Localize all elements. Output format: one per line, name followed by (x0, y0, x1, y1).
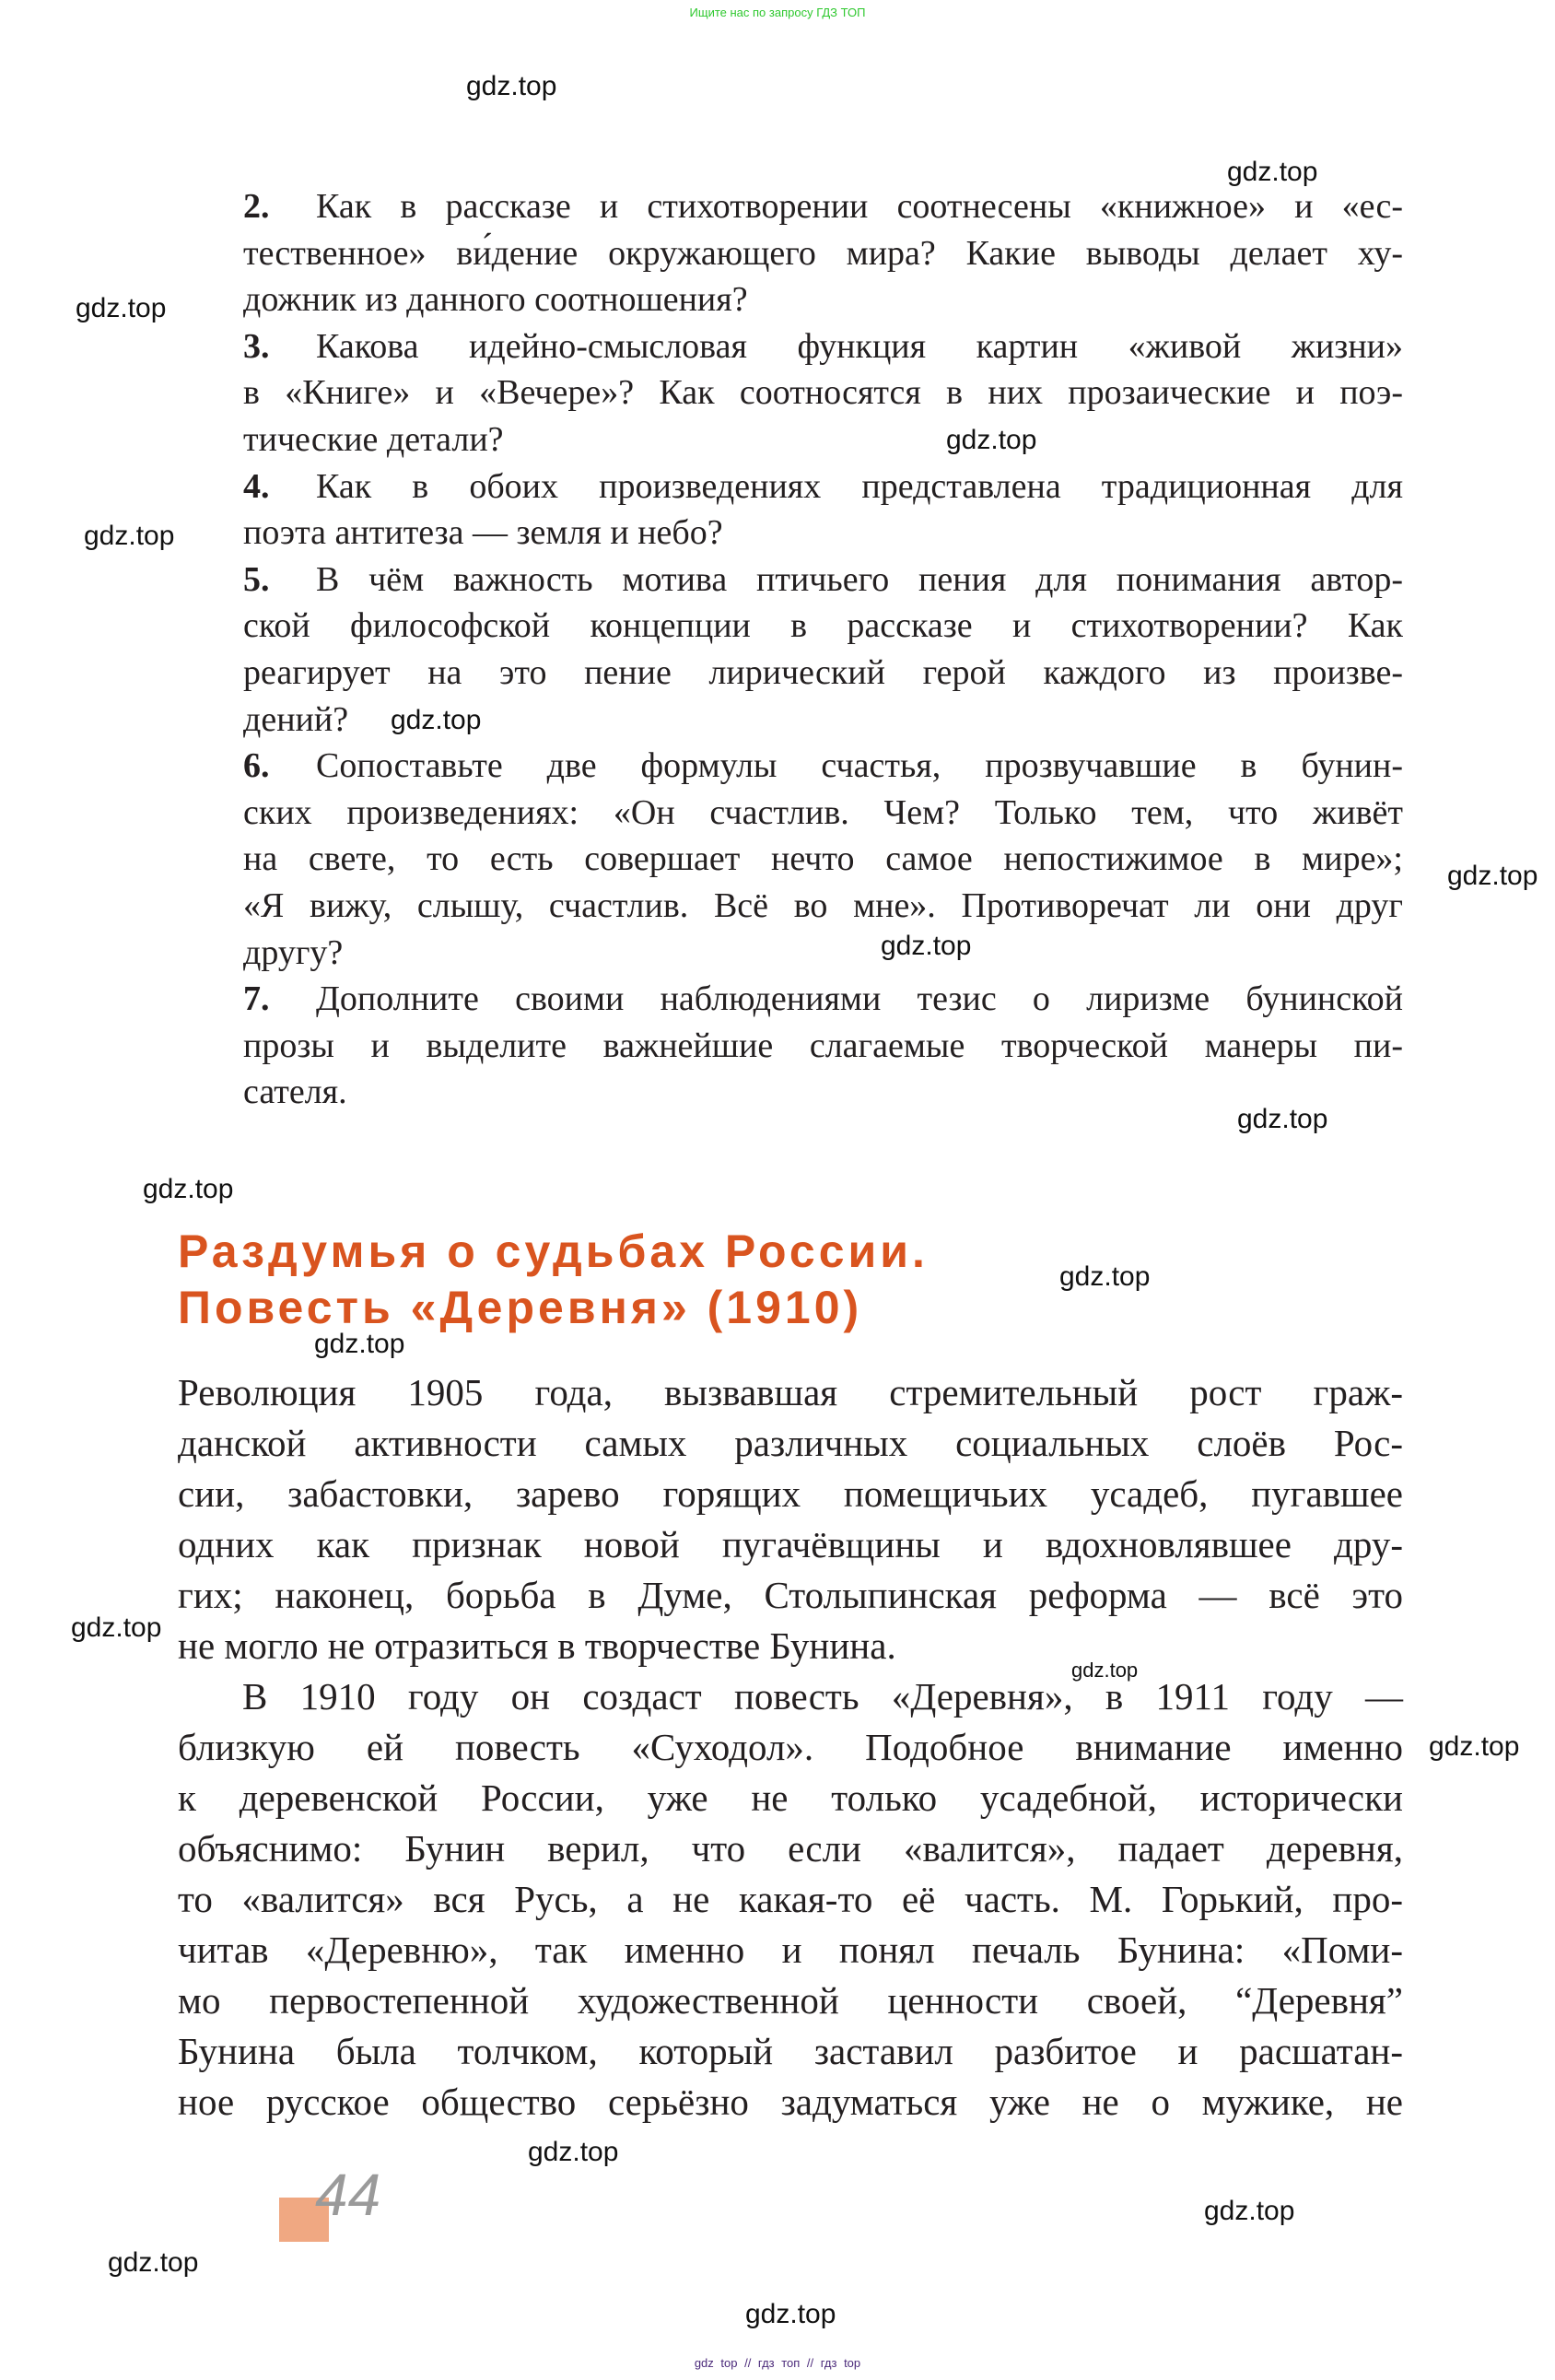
question-number: 2. (243, 187, 270, 226)
watermark: gdz.top (1227, 157, 1318, 187)
paragraph-text: мо первостепенной художественной ценности своей, “Деревня” (178, 1979, 1403, 2022)
paragraph-text: то «валится» вся Русь, а не какая-то её часть. М. Горький, про- (178, 1878, 1403, 1920)
watermark: gdz.top (108, 2247, 199, 2278)
question-text: «Я вижу, слышу, счастлив. Всё во мне». Противоречат ли они друг (243, 885, 1403, 925)
question-line (243, 230, 1403, 277)
watermark: gdz.top (1237, 1104, 1328, 1134)
body-text (178, 1367, 1403, 2128)
question-line (243, 790, 1403, 837)
question-line (243, 1023, 1403, 1070)
watermark: gdz.top (946, 425, 1037, 455)
question-text: реагирует на это пение лирический герой каждого из произве- (243, 652, 1403, 692)
watermark: gdz.top (1429, 1731, 1520, 1762)
question-text: тественное» ви́дение окружающего мира? Какие выводы делает ху- (243, 233, 1403, 273)
paragraph-text: В 1910 году он создаст повесть «Деревня», в 1911 году — (242, 1675, 1403, 1718)
watermark: gdz.top (745, 2299, 836, 2329)
paragraph-text: Бунина была толчком, который заставил разбитое и расшатан- (178, 2030, 1403, 2072)
paragraph-text: Революция 1905 года, вызвавшая стремительный рост граж- (178, 1371, 1403, 1413)
paragraph-line (178, 1418, 1403, 1469)
question-number: 6. (243, 746, 270, 786)
watermark: gdz.top (143, 1174, 234, 1204)
paragraph-text: данской активности самых различных социальных слоёв Рос- (178, 1422, 1403, 1464)
question-line (243, 743, 1403, 790)
paragraph-line (178, 1874, 1403, 1925)
question-text: Как в обоих произведениях представлена традиционная для (316, 466, 1403, 506)
watermark: gdz.top (314, 1329, 405, 1359)
bottom-banner: gdz top // гдз топ // гдз top (694, 2356, 861, 2370)
paragraph-line (178, 1976, 1403, 2026)
paragraph-text: к деревенской России, уже не только усадебной, исторически (178, 1776, 1403, 1819)
paragraph-line (178, 1519, 1403, 1570)
paragraph-text: ное русское общество серьёзно задуматься уже не о мужике, не (178, 2081, 1403, 2123)
question-text: другу? (243, 932, 344, 972)
top-banner: Ищите нас по запросу ГДЗ ТОП (689, 6, 866, 19)
watermark: gdz.top (1059, 1261, 1151, 1292)
watermark: gdz.top (1204, 2196, 1295, 2226)
watermark: gdz.top (71, 1612, 162, 1643)
watermark: gdz.top (1447, 861, 1538, 891)
watermark: gdz.top (1071, 1659, 1139, 1682)
paragraph-line (178, 2077, 1403, 2128)
question-line (243, 416, 1403, 463)
paragraph-text: одних как признак новой пугачёвщины и вдохновлявшее дру- (178, 1523, 1403, 1565)
page-number: 44 (315, 2162, 381, 2228)
paragraph-line (178, 1621, 1403, 1671)
paragraph-line (178, 1671, 1403, 1722)
question-line (243, 369, 1403, 416)
paragraph-line (178, 1570, 1403, 1621)
question-text: Дополните своими наблюдениями тезис о лиризме бунинской (316, 979, 1403, 1019)
paragraph-text: читав «Деревню», так именно и понял печаль Бунина: «Поми- (178, 1929, 1403, 1971)
heading-line: Повесть «Деревня» (1910) (178, 1282, 863, 1333)
question-line (243, 883, 1403, 930)
question-number: 3. (243, 326, 270, 366)
question-text: на свете, то есть совершает нечто самое непостижимое в мире»; (243, 839, 1403, 879)
question-text: Сопоставьте две формулы счастья, прозвучавшие в бунин- (316, 746, 1403, 786)
question-text: сателя. (243, 1073, 347, 1112)
question-number: 5. (243, 559, 270, 599)
question-number: 4. (243, 466, 270, 506)
paragraph-line (178, 1367, 1403, 1418)
question-text: прозы и выделите важнейшие слагаемые творческой манеры пи- (243, 1026, 1403, 1065)
watermark: gdz.top (76, 293, 167, 323)
question-line (243, 930, 1403, 977)
question-text: ской философской концепции в рассказе и стихотворении? Как (243, 606, 1403, 646)
paragraph-text: гих; наконец, борьба в Думе, Столыпинская реформа — всё это (178, 1574, 1403, 1616)
paragraph-text: не могло не отразиться в творчестве Бунина. (178, 1624, 896, 1667)
paragraph-line (178, 2026, 1403, 2077)
paragraph-line (178, 1823, 1403, 1874)
questions-list (243, 183, 1403, 1116)
question-text: ских произведениях: «Он счастлив. Чем? Только тем, что живёт (243, 792, 1403, 832)
paragraph-line (178, 1469, 1403, 1519)
question-text: дожник из данного соотношения? (243, 280, 748, 320)
heading-line: Раздумья о судьбах России. (178, 1225, 929, 1277)
question-line (243, 650, 1403, 697)
question-line (243, 183, 1403, 230)
question-text: дений? (243, 699, 349, 739)
question-line (243, 510, 1403, 557)
question-line (243, 976, 1403, 1023)
question-line (243, 557, 1403, 604)
paragraph-line (178, 1722, 1403, 1773)
question-number: 7. (243, 979, 270, 1019)
question-line (243, 1069, 1403, 1116)
paragraph-line (178, 1925, 1403, 1976)
question-text: В чём важность мотива птичьего пения для понимания автор- (316, 559, 1403, 599)
question-text: Какова идейно-смысловая функция картин «живой жизни» (316, 326, 1403, 366)
question-text: поэта антитеза — земля и небо? (243, 513, 723, 553)
question-text: Как в рассказе и стихотворении соотнесены «книжное» и «ес- (316, 187, 1403, 226)
paragraph-line (178, 1773, 1403, 1823)
question-line (243, 836, 1403, 883)
watermark: gdz.top (391, 705, 482, 735)
question-line (243, 323, 1403, 370)
question-line (243, 603, 1403, 650)
watermark: gdz.top (466, 71, 557, 101)
question-text: тические детали? (243, 419, 504, 459)
question-text: в «Книге» и «Вечере»? Как соотносятся в них прозаические и поэ- (243, 373, 1403, 413)
paragraph-text: сии, забастовки, зарево горящих помещичьих усадеб, пугавшее (178, 1472, 1403, 1515)
paragraph-text: близкую ей повесть «Суходол». Подобное внимание именно (178, 1726, 1403, 1768)
question-line (243, 463, 1403, 510)
section-heading (178, 1224, 929, 1336)
watermark: gdz.top (528, 2137, 619, 2167)
watermark: gdz.top (881, 931, 972, 961)
question-line (243, 276, 1403, 323)
watermark: gdz.top (84, 521, 175, 551)
paragraph-text: объяснимо: Бунин верил, что если «валится», падает деревня, (178, 1827, 1403, 1870)
